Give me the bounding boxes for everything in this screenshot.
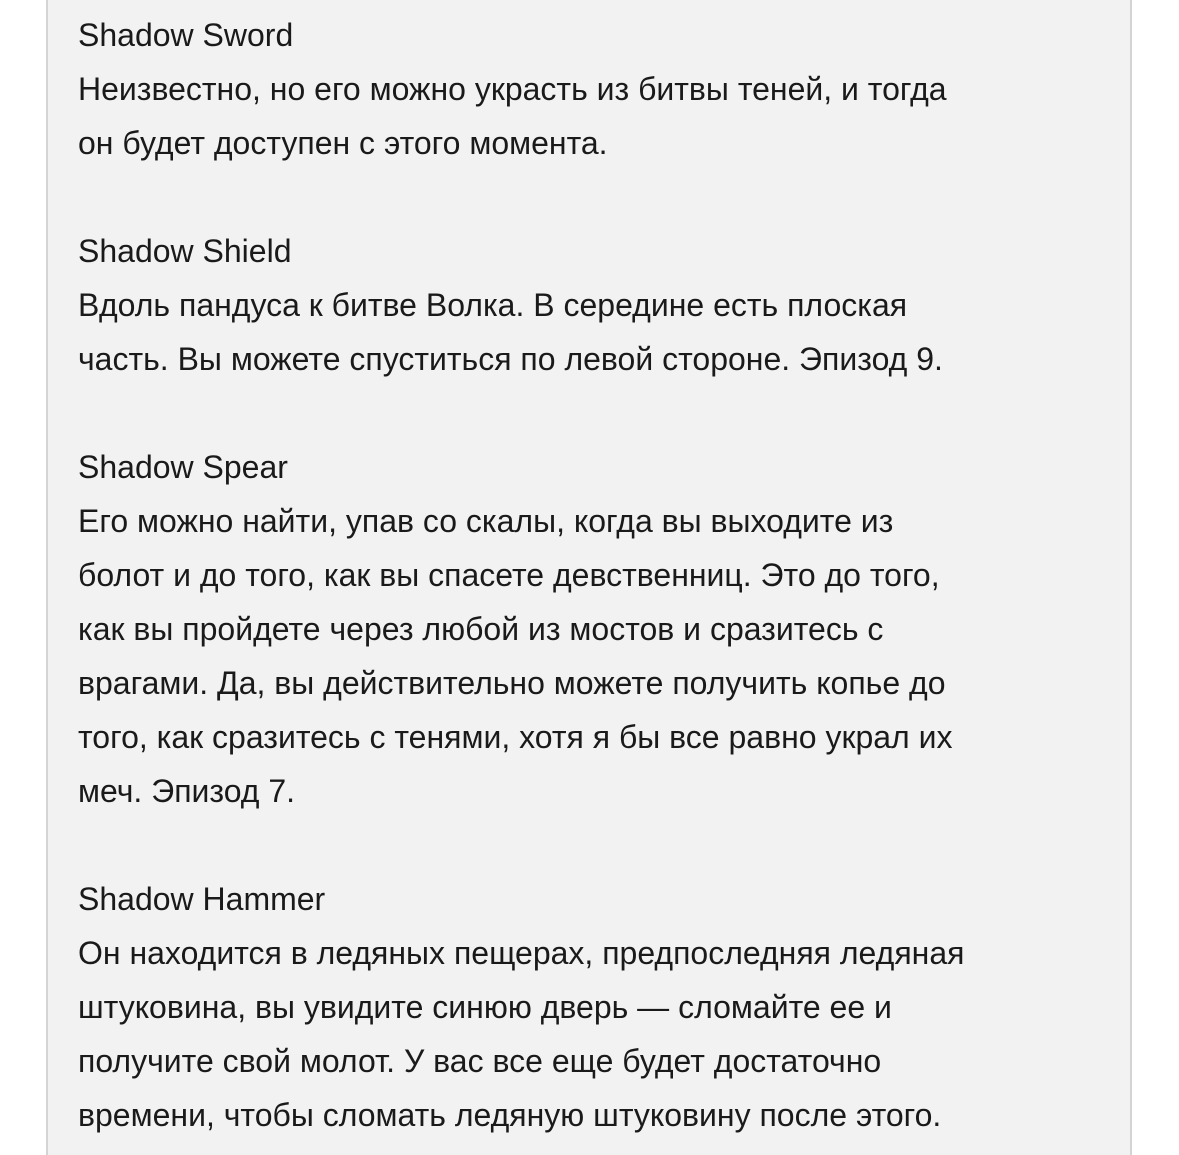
section-shadow-shield [78, 224, 1108, 386]
text-line: он будет доступен с этого момента. [78, 125, 608, 161]
article-body [78, 8, 1108, 1142]
text-line: Вдоль пандуса к битве Волка. В середине есть плоская [78, 287, 908, 323]
section-title: Shadow Hammer [78, 881, 326, 917]
text-line: меч. Эпизод 7. [78, 773, 296, 809]
text-line: врагами. Да, вы действительно можете получить копье до [78, 665, 946, 701]
text-line: получите свой молот. У вас все еще будет достаточно [78, 1043, 882, 1079]
section-title: Shadow Sword [78, 17, 294, 53]
section-text [78, 926, 1108, 1142]
text-line: болот и до того, как вы спасете девственниц. Это до того, [78, 557, 940, 593]
text-line: времени, чтобы сломать ледяную штуковину после этого. [78, 1097, 942, 1133]
section-text [78, 494, 1108, 818]
section-shadow-sword [78, 8, 1108, 170]
content-panel [46, 0, 1132, 1155]
text-line: как вы пройдете через любой из мостов и сразитесь с [78, 611, 884, 647]
text-line: Неизвестно, но его можно украсть из битвы теней, и тогда [78, 71, 947, 107]
section-title: Shadow Shield [78, 233, 292, 269]
text-line: штуковина, вы увидите синюю дверь — сломайте ее и [78, 989, 892, 1025]
section-text [78, 62, 1108, 170]
section-title: Shadow Spear [78, 449, 288, 485]
text-line: часть. Вы можете спуститься по левой стороне. Эпизод 9. [78, 341, 943, 377]
section-shadow-hammer [78, 872, 1108, 1142]
text-line: Он находится в ледяных пещерах, предпоследняя ледяная [78, 935, 965, 971]
text-line: Его можно найти, упав со скалы, когда вы выходите из [78, 503, 894, 539]
section-shadow-spear [78, 440, 1108, 818]
section-text [78, 278, 1108, 386]
text-line: того, как сразитесь с тенями, хотя я бы все равно украл их [78, 719, 953, 755]
